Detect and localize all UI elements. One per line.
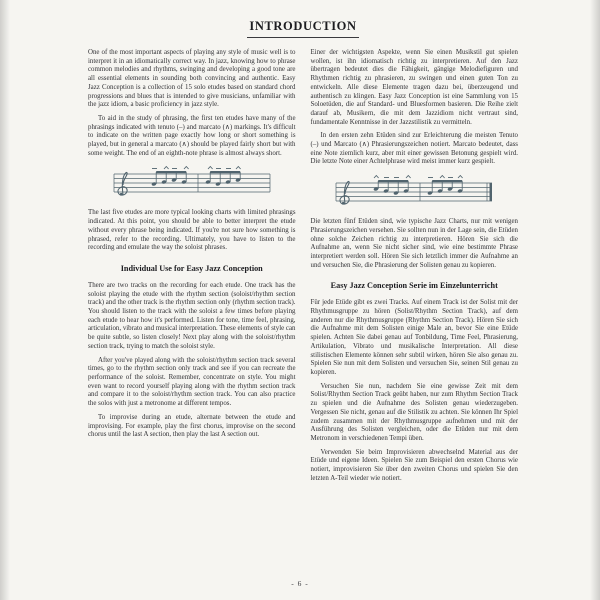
paragraph: Verwenden Sie beim Improvisieren abwechselnd Material aus der Etüde und eigene Ideen. Spielen Sie zum Beispiel den ersten Chorus wie notiert, improvisieren Sie über den zweiten Chorus und spielen Sie den letzten A-Teil wieder wie notiert. xyxy=(310,448,518,482)
paragraph: After you've played along with the soloist/rhythm section track several times, go to the rhythm section only track and see if you can recreate the performance of the soloist. Remember, concentrate on style. You might even want to record yourself playing along with the rhythm section track and compare it to the soloist/rhythm section track. You can also practice the solos with just a metronome at different tempos. xyxy=(88,356,296,408)
page-title: INTRODUCTION xyxy=(247,19,358,38)
music-staff-icon xyxy=(330,174,498,212)
paragraph: Einer der wichtigsten Aspekte, wenn Sie einen Musikstil gut spielen wollen, ist ihn idiomatisch richtig zu interpretieren. Auf den Jazz übertragen bedeutet dies die Fähigkeit, gängige Melodiefiguren und Rhythmen richtig zu phrasieren, zu swingen und einen guten Ton zu entwickeln. Alle diese Elemente tragen dazu bei, überzeugend und authentisch zu klingen. Easy Jazz Conception ist eine Sammlung von 15 Soloetüden, die auf Standard- und Bluesformen basieren. Die Reihe zielt darauf ab, Musikern, die mit dem Jazzidiom nicht vertraut sind, fundamentale Kenntnisse in der Jazzstilistik zu vermitteln. xyxy=(310,49,518,126)
paragraph: To aid in the study of phrasing, the first ten etudes have many of the phrasings indicated with tenuto (–) and marcato (∧) markings. It's difficult to indicate on the written page exactly how long or short something is played, but in general a marcato (∧) should be played fairly short but with some weight. The end of an eighth-note phrase is almost always short. xyxy=(88,114,296,157)
paragraph: Die letzten fünf Etüden sind, wie typische Jazz Charts, nur mit wenigen Phrasierungszeichen versehen. Sie sollten nun in der Lage sein, die Etüden ohne solche Zeichen richtig zu interpretieren. Hören Sie sich die Aufnahme an, wenn Sie nicht sicher sind, wie eine bestimmte Phrase interpretiert werden soll. Hören Sie sich letztlich immer die Aufnahme an und versuchen Sie, die Phrasierung der Solisten genau zu kopieren. xyxy=(310,218,518,269)
paragraph: Für jede Etüde gibt es zwei Tracks. Auf einem Track ist der Solist mit der Rhythmusgruppe zu hören (Solist/Rhythm Section Track), auf dem anderen nur die Rhythmusgruppe (Rhythm Section Track). Hören Sie sich die Aufnahme mit dem Solisten einige Male an, bevor Sie eine Etüde spielen. Achten Sie dabei genau auf Tonbildung, Time Feel, Phrasierung, Artikulation, Vibrato und musikalische Interpretation. All diese stilistischen Elemente können sehr subtil wirken, hören Sie also genau zu. Spielen Sie nun mit dem Solisten und versuchen Sie, seinen Stil genau zu kopieren. xyxy=(310,299,518,376)
music-example-english xyxy=(88,165,296,203)
section-heading-english: Individual Use for Easy Jazz Conception xyxy=(120,263,263,273)
paragraph: To improvise during an etude, alternate between the etude and improvising. For example, play the first chorus, improvise on the second chorus until the last A section, then play the last A section out. xyxy=(88,413,296,439)
paragraph: One of the most important aspects of playing any style of music well is to interpret it in an idiomatically correct way. In jazz, knowing how to phrase common melodies and rhythms, swinging and developing a good tone are all essential elements in sounding both convincing and authentic. Easy Jazz Conception is a collection of 15 solo etudes based on standard chord progressions and blues that is intended to give musicians, unfamiliar with the jazz idiom, a basic proficiency in jazz style. xyxy=(88,49,296,109)
page-edge-shadow-right xyxy=(590,0,600,600)
paragraph: There are two tracks on the recording for each etude. One track has the soloist playing the etude with the rhythm section (soloist/rhythm section track) and the other track is the rhythm section only (rhythm section track). You should listen to the track with the soloist a few times before playing each etude to hear how it's performed. Listen for tone, time feel, phrasing, articulation, vibrato and musical interpretation. These elements of style can be quite subtle, so listen closely! Next play along with the soloist/rhythm section track, trying to match the soloist style. xyxy=(88,281,296,350)
paragraph: Versuchen Sie nun, nachdem Sie eine gewisse Zeit mit dem Solist/Rhythm Section Track geübt haben, nur zum Rhythm Section Track zu spielen und die Aufnahme des Solisten genau wiederzugeben. Vergessen Sie nicht, genau auf die Stilistik zu achten. Sie können Ihr Spiel zudem zusammen mit der Rhythmusgruppe aufnehmen und mit der Ausführung des Solisten vergleichen, oder die Etüden nur mit dem Metronom in verschiedenen Tempi üben. xyxy=(310,382,518,442)
paragraph: The last five etudes are more typical looking charts with limited phrasings indicated. At this point, you should be able to better interpret the etude without every phrase being indicated. If you're not sure how something is phrased, refer to the recording. Ultimately, you have to listen to the recording and emulate the way the soloist phrases. xyxy=(88,209,296,252)
column-german xyxy=(311,49,519,488)
column-english xyxy=(88,49,296,488)
page-number: - 6 - xyxy=(291,579,309,588)
paragraph: In den ersten zehn Etüden sind zur Erleichterung die meisten Tenuto (–) und Marcato (∧) Phrasierungszeichen notiert. Marcato bedeutet, dass eine Note ziemlich kurz, aber mit einer gewissen Betonung gespielt wird. Die letzte Note einer Achtelphrase wird meist immer kurz gespielt. xyxy=(310,132,518,166)
section-heading-german: Easy Jazz Conception Serie im Einzelunterricht xyxy=(330,281,498,291)
two-column-text xyxy=(88,49,518,488)
music-staff-icon xyxy=(108,165,276,203)
music-example-german xyxy=(311,174,519,212)
page-edge-shadow-left xyxy=(0,0,10,600)
